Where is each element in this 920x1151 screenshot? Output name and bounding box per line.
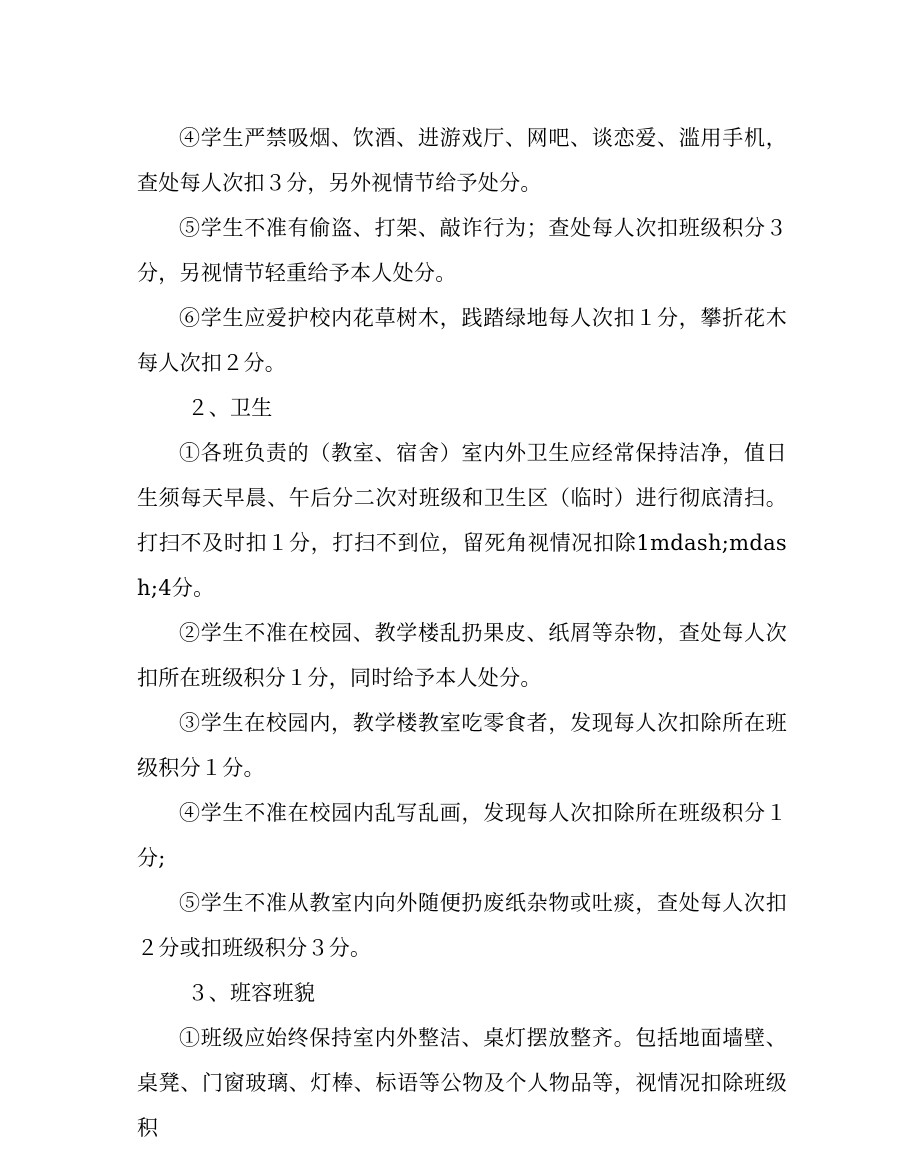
paragraph: ①班级应始终保持室内外整洁、桌灯摆放整齐。包括地面墙壁、桌凳、门窗玻璃、灯棒、标语等公物及个人物品等，视情况扣除班级积 <box>137 1026 787 1140</box>
paragraph: ④学生不准在校园内乱写乱画，发现每人次扣除所在班级积分１分; <box>137 801 787 870</box>
paragraph: ①各班负责的（教室、宿舍）室内外卫生应经常保持洁净，值日生须每天早晨、午后分二次对班级和卫生区（临时）进行彻底清扫。打扫不及时扣１分，打扫不到位，留死角视情况扣除1mdash;mdash;4分。 <box>137 441 787 600</box>
paragraph: ③学生在校园内，教学楼教室吃零食者，发现每人次扣除所在班级积分１分。 <box>137 711 787 780</box>
section-heading: ３、班容班貌 <box>187 981 316 1005</box>
paragraph: ②学生不准在校园、教学楼乱扔果皮、纸屑等杂物，查处每人次扣所在班级积分１分，同时给予本人处分。 <box>137 621 787 690</box>
document-body <box>137 116 787 1151</box>
paragraph: ④学生严禁吸烟、饮酒、进游戏厅、网吧、谈恋爱、滥用手机，查处每人次扣３分，另外视情节给予处分。 <box>137 126 787 195</box>
section-heading: ２、卫生 <box>187 396 273 420</box>
paragraph: ⑤学生不准从教室内向外随便扔废纸杂物或吐痰，查处每人次扣２分或扣班级积分３分。 <box>137 891 787 960</box>
paragraph: ⑤学生不准有偷盗、打架、敲诈行为；查处每人次扣班级积分３分，另视情节轻重给予本人处分。 <box>137 216 787 285</box>
paragraph: ⑥学生应爱护校内花草树木，践踏绿地每人次扣１分，攀折花木每人次扣２分。 <box>137 306 787 375</box>
